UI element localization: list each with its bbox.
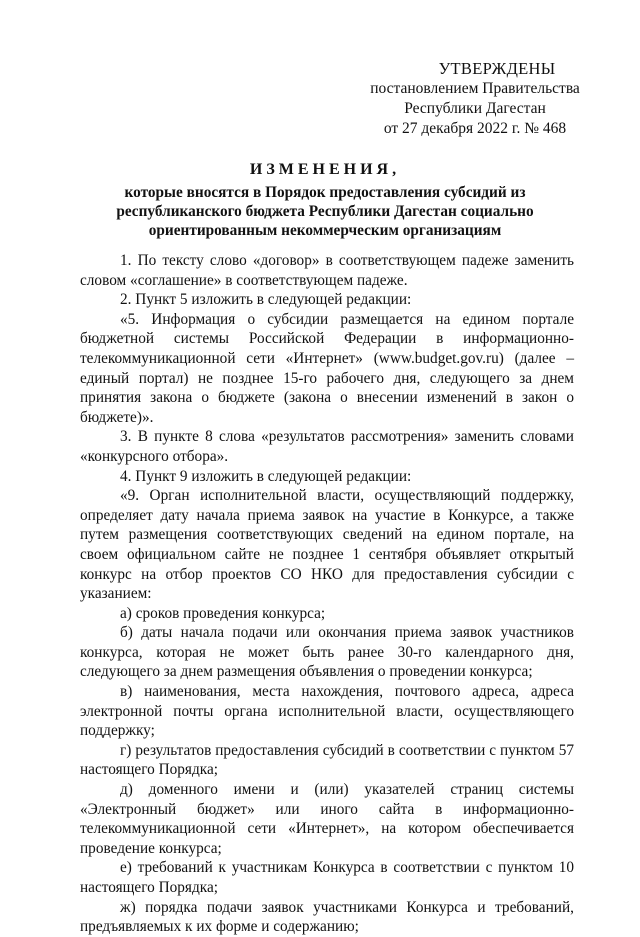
list-item-g: г) результатов предоставления субсидий в соответствии с пунктом 57 настоящего Порядка; (80, 741, 574, 779)
approval-line-2: Республики Дагестан (404, 100, 546, 117)
approval-line-3: от 27 декабря 2022 г. № 468 (383, 120, 567, 137)
paragraph-2: 2. Пункт 5 изложить в следующей редакции: (120, 291, 412, 309)
list-item-v: в) наименования, места нахождения, почтового адреса, адреса электронной почты органа исполнительной власти, осуществляющего поддержку; (80, 683, 574, 740)
list-item-zh: ж) порядка подачи заявок участниками Конкурса и требований, предъявляемых к их форме и содержанию; (80, 898, 574, 936)
list-item-b: б) даты начала подачи или окончания приема заявок участников конкурса, которая не может быть ранее 30-го календарного дня, следующего за днем размещения объявления о проведении конкурса; (80, 624, 574, 681)
document-subtitle-line-3: ориентированным некоммерческим организациям (148, 222, 502, 239)
document-body (80, 251, 574, 937)
document-title: ИЗМЕНЕНИЯ, (249, 161, 401, 178)
paragraph-3: «5. Информация о субсидии размещается на едином портале бюджетной системы Российской Федерации в информационно-телекоммуникационной сети «Интернет» (www.budget.gov.ru) (далее – единый портал) не позднее 15-го рабочего дня, следующего за днем принятия закона о бюджете (закона о внесении изменений в закон о бюджете)». (80, 310, 574, 426)
paragraph-5: 4. Пункт 9 изложить в следующей редакции: (120, 467, 412, 485)
paragraph-1: 1. По тексту слово «договор» в соответствующем падеже заменить словом «соглашение» в соответствующем падеже. (80, 252, 574, 289)
approval-stamp (350, 59, 600, 139)
paragraph-6: «9. Орган исполнительной власти, осуществляющий поддержку, определяет дату начала приема заявок на участие в Конкурсе, а также путем размещения соответствующих сведений на едином портале, на своем официальном сайте не позднее 1 сентября объявляет открытый конкурс на отбор проектов СО НКО для предоставления субсидии с указанием: (80, 487, 574, 603)
list-item-e: е) требований к участникам Конкурса в соответствии с пунктом 10 настоящего Порядка; (80, 859, 574, 896)
list-item-d: д) доменного имени и (или) указателей страниц системы «Электронный бюджет» или иного сайта в информационно-телекоммуникационной сети «Интернет», на котором обеспечивается проведение конкурса; (80, 781, 574, 857)
document-title-block (70, 160, 580, 240)
paragraph-4: 3. В пункте 8 слова «результатов рассмотрения» заменить словами «конкурсного отбора». (80, 428, 574, 465)
document-subtitle-line-2: республиканского бюджета Республики Дагестан социально (116, 203, 534, 220)
approval-heading: УТВЕРЖДЕНЫ (438, 59, 556, 78)
list-item-a: а) сроков проведения конкурса; (120, 604, 326, 622)
approval-line-1: постановлением Правительства (370, 80, 580, 97)
document-subtitle-line-1: которые вносятся в Порядок предоставления субсидий из (124, 184, 526, 201)
